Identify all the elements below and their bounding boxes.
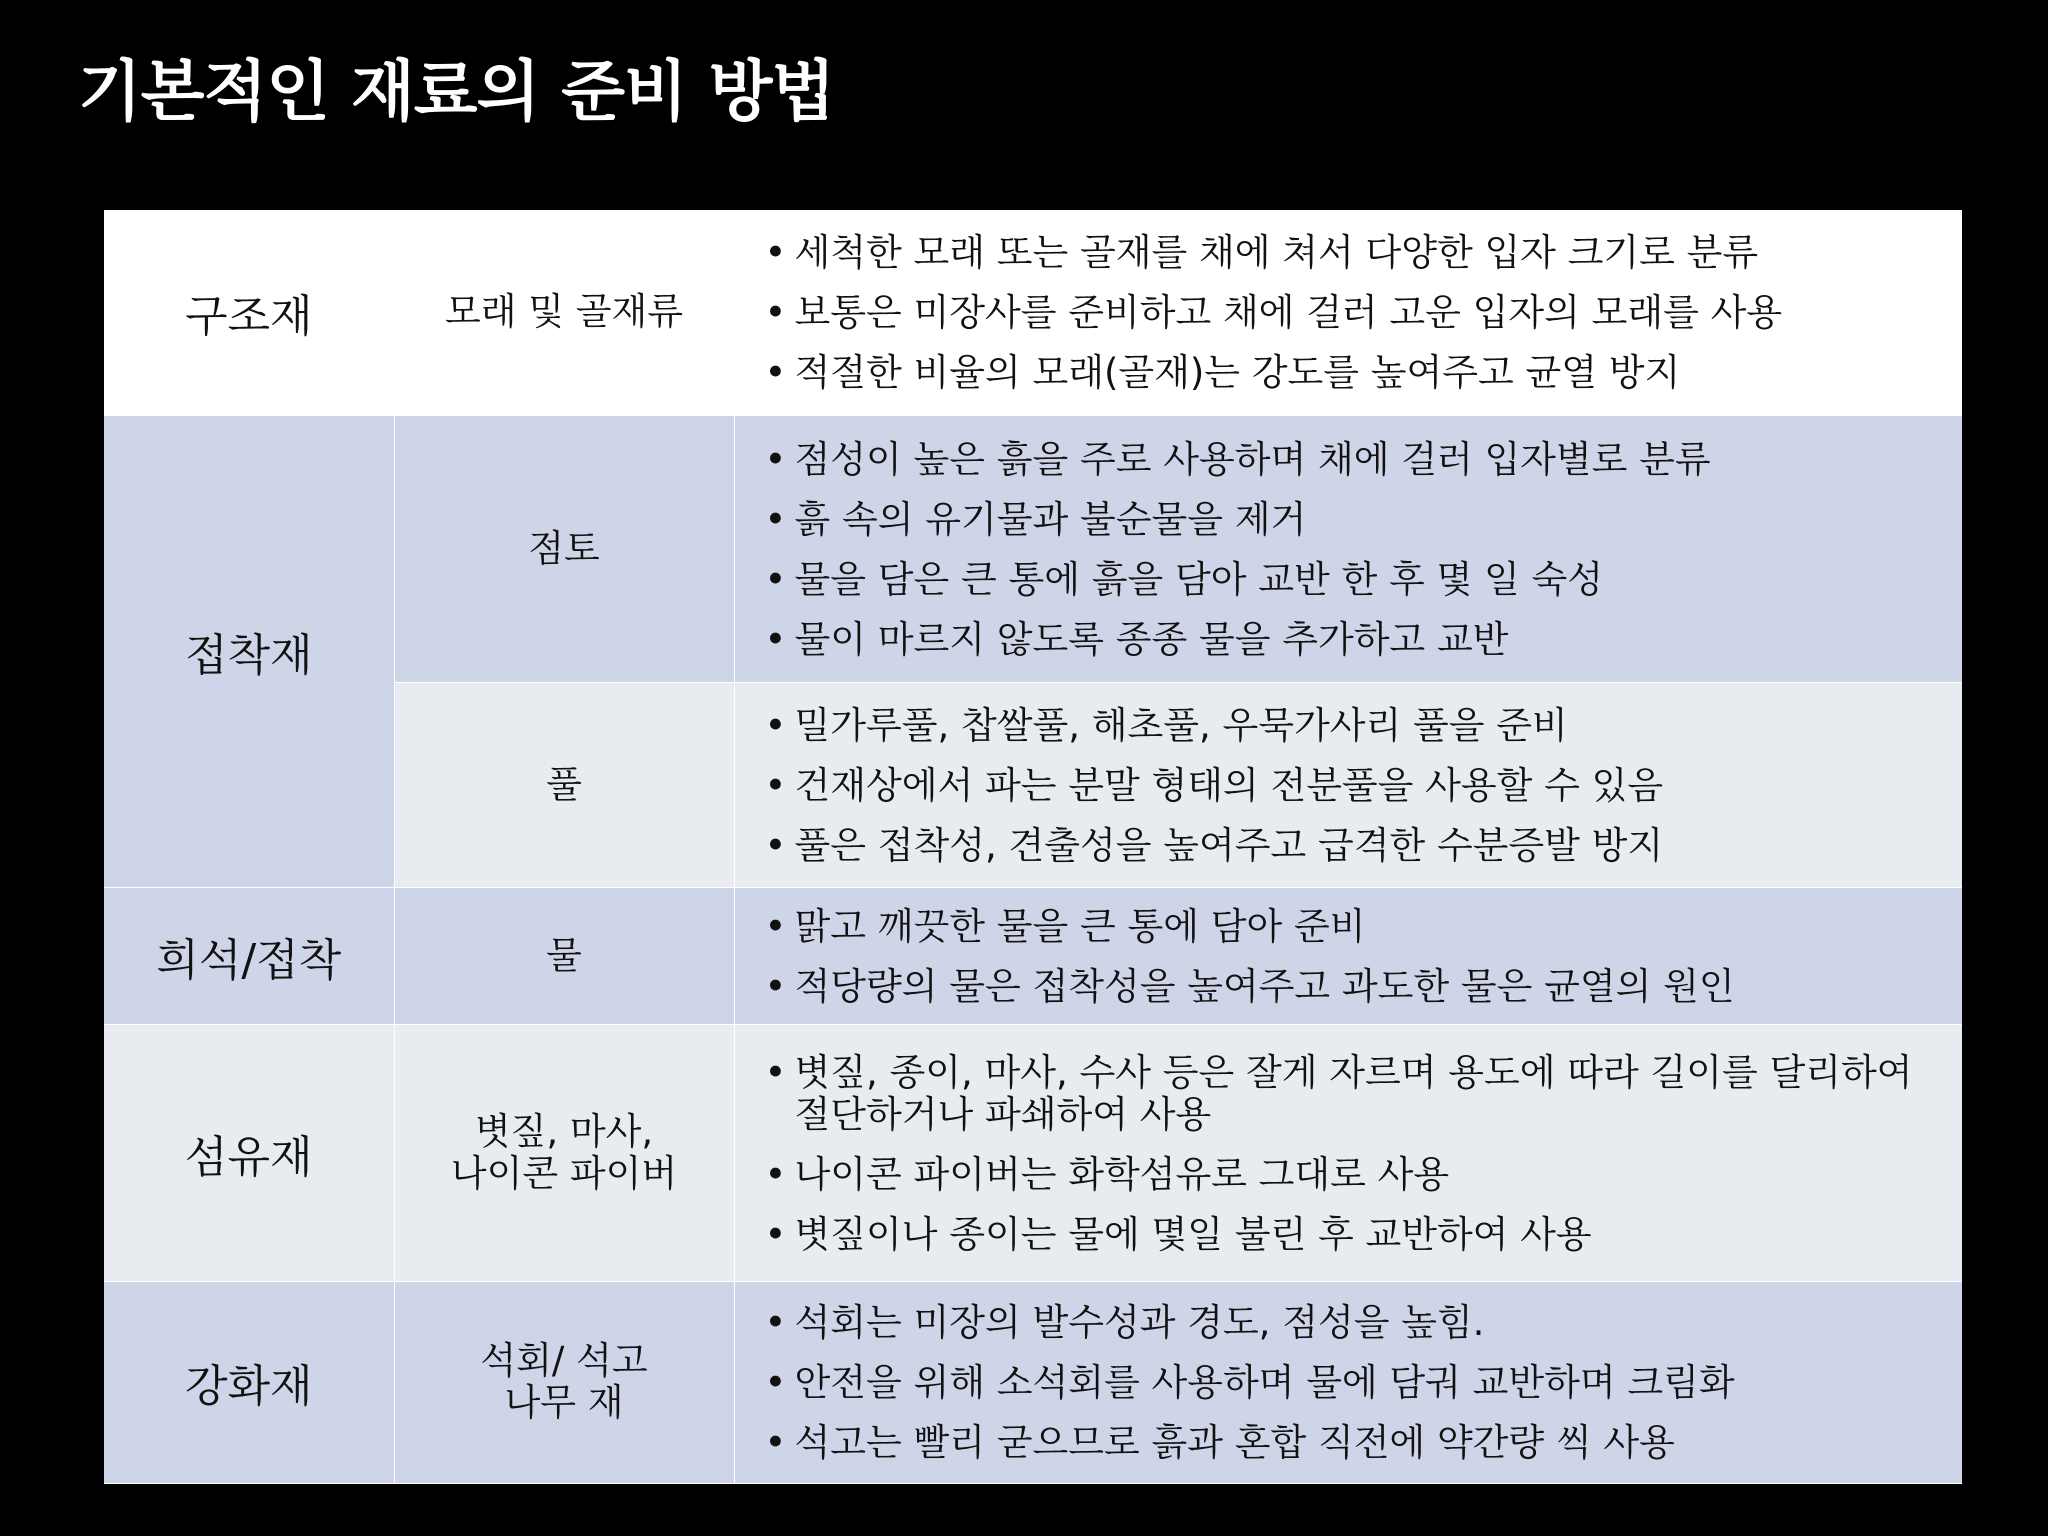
bullet-item: • 풀은 접착성, 견출성을 높여주고 급격한 수분증발 방지 [757,825,1933,867]
material-cell [394,887,734,1024]
material-line: 풀 [546,762,582,806]
bullet-item: • 맑고 깨끗한 물을 큰 통에 담아 준비 [757,906,1933,948]
description-cell [734,682,1962,887]
material-cell [394,1024,734,1281]
bullet-item: • 석고는 빨리 굳으므로 흙과 혼합 직전에 약간량 씩 사용 [757,1422,1933,1464]
bullet-item: • 적절한 비율의 모래(골재)는 강도를 높여주고 균열 방지 [757,352,1933,394]
material-line: 점토 [528,526,600,570]
description-cell [734,210,1962,415]
bullet-list [757,705,1933,867]
bullet-item: • 안전을 위해 소석회를 사용하며 물에 담궈 교반하며 크림화 [757,1362,1933,1404]
category-cell: 희석/접착 [104,887,394,1024]
bullet-item: • 밀가루풀, 찹쌀풀, 해초풀, 우묵가사리 풀을 준비 [757,705,1933,747]
bullet-item: • 물이 마르지 않도록 종종 물을 추가하고 교반 [757,619,1933,661]
bullet-list [757,906,1933,1008]
material-line: 물 [546,933,582,977]
description-cell [734,1281,1962,1483]
table-row [104,210,1962,415]
bullet-list [757,1302,1933,1464]
description-cell [734,415,1962,682]
bullet-list [757,1052,1933,1256]
category-cell: 섬유재 [104,1024,394,1281]
table-row [104,887,1962,1024]
material-cell [394,682,734,887]
bullet-item: • 점성이 높은 흙을 주로 사용하며 채에 걸러 입자별로 분류 [757,439,1933,481]
material-line: 모래 및 골재류 [445,290,683,334]
page-title: 기본적인 재료의 준비 방법 [78,53,835,130]
bullet-item: • 볏짚, 종이, 마사, 수사 등은 잘게 자르며 용도에 따라 길이를 달리하여 절단하거나 파쇄하여 사용 [757,1052,1933,1136]
materials-table [104,210,1962,1484]
bullet-item: • 세척한 모래 또는 골재를 채에 쳐서 다양한 입자 크기로 분류 [757,232,1933,274]
bullet-list [757,439,1933,661]
bullet-item: • 볏짚이나 종이는 물에 몇일 불린 후 교반하여 사용 [757,1214,1933,1256]
bullet-list [757,232,1933,394]
material-line: 나무 재 [504,1381,624,1424]
description-cell [734,1024,1962,1281]
table-row [104,1024,1962,1281]
bullet-item: • 물을 담은 큰 통에 흙을 담아 교반 한 후 몇 일 숙성 [757,559,1933,601]
bullet-item: • 건재상에서 파는 분말 형태의 전분풀을 사용할 수 있음 [757,765,1933,807]
category-cell: 구조재 [104,210,394,415]
material-line: 석회/ 석고 [480,1339,648,1382]
material-cell [394,415,734,682]
table-row [104,415,1962,682]
material-cell [394,1281,734,1483]
bullet-item: • 흙 속의 유기물과 불순물을 제거 [757,499,1933,541]
description-cell [734,887,1962,1024]
bullet-item: • 석회는 미장의 발수성과 경도, 점성을 높힘. [757,1302,1933,1344]
bullet-item: • 나이콘 파이버는 화학섬유로 그대로 사용 [757,1154,1933,1196]
bullet-item: • 적당량의 물은 접착성을 높여주고 과도한 물은 균열의 원인 [757,966,1933,1008]
category-cell: 강화재 [104,1281,394,1483]
material-line: 볏짚, 마사, [474,1109,654,1153]
category-cell: 접착재 [104,415,394,887]
table-row [104,1281,1962,1483]
bullet-item: • 보통은 미장사를 준비하고 채에 걸러 고운 입자의 모래를 사용 [757,292,1933,334]
material-cell [394,210,734,415]
material-line: 나이콘 파이버 [450,1151,678,1195]
